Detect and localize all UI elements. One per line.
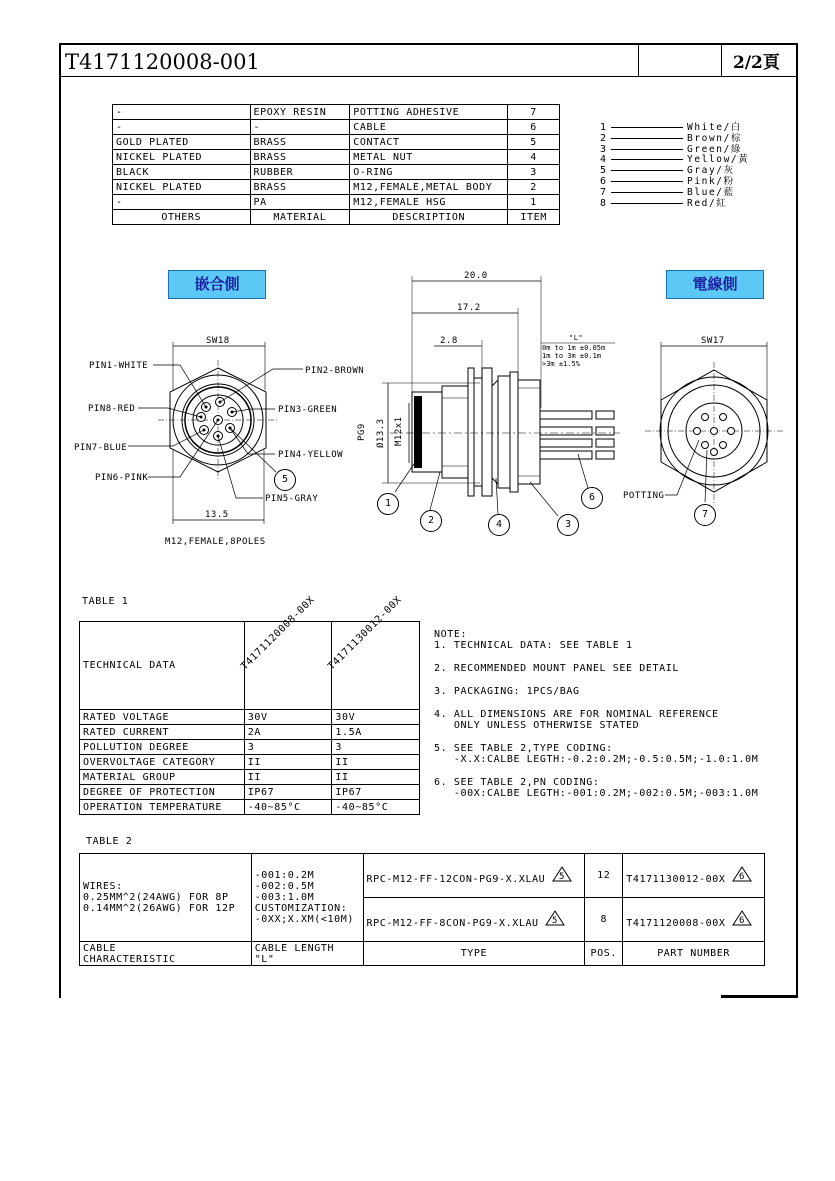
bom-material: RUBBER [250, 165, 350, 180]
bom-material: - [250, 120, 350, 135]
potting-label: POTTING [623, 491, 665, 501]
dim-pg9: PG9 [357, 423, 367, 441]
bom-item: 4 [508, 150, 560, 165]
note-5b: -X.X:CALBE LEGTH:-0.2:0.2M;-0.5:0.5M;-1.0:1.0M [434, 754, 759, 765]
wire-number: 6 [600, 176, 607, 187]
callout-6: 6 [581, 487, 603, 509]
wire-legend-row [596, 133, 786, 144]
title-divider [59, 76, 798, 77]
pin1-label: PIN1-WHITE [89, 361, 149, 371]
l-row-2: 1m to 3m ±0.1m [542, 352, 602, 360]
bom-material: BRASS [250, 150, 350, 165]
table1-name: OVERVOLTAGE CATEGORY [80, 755, 245, 770]
table1-value-a: -40~85°C [244, 800, 332, 815]
table1-row [80, 740, 420, 755]
pos-8p: 8 [585, 898, 623, 942]
type-12p-text: RPC-M12-FF-12CON-PG9-X.XLAU [366, 874, 546, 885]
table1-value-b: IP67 [332, 785, 420, 800]
bom-header-description: DESCRIPTION [350, 210, 508, 225]
bom-header-item: ITEM [508, 210, 560, 225]
note-6b: -00X:CALBE LEGTH:-001:0.2M;-002:0.5M;-003:1.0M [434, 788, 759, 799]
svg-text:5: 5 [552, 916, 559, 926]
table1-row [80, 785, 420, 800]
wires-line-1: WIRES: [83, 881, 123, 892]
table1-row [80, 725, 420, 740]
revision-triangle-icon [732, 918, 752, 929]
bom-others: NICKEL PLATED [113, 180, 251, 195]
length-line-3: -003:1.0M [254, 892, 315, 903]
bom-material: PA [250, 195, 350, 210]
revision-triangle-icon [732, 874, 752, 885]
table1-value-b: -40~85°C [332, 800, 420, 815]
bom-description: M12,FEMALE HSG [350, 195, 508, 210]
wire-color: Yellow/黃 [687, 154, 750, 166]
pn-8p-text: T4171120008-00X [626, 918, 726, 929]
page-number: 2/2頁 [733, 53, 780, 73]
table1-row [80, 755, 420, 770]
wire-legend-row [596, 165, 786, 176]
footer-pn: PART NUMBER [623, 942, 765, 966]
pn-12p [623, 854, 765, 898]
wire-color: Red/紅 [687, 197, 728, 209]
l-row-3: >3m ±1.5% [542, 360, 580, 368]
svg-text:5: 5 [558, 872, 565, 882]
table1-row [80, 770, 420, 785]
wire-legend-row [596, 154, 786, 165]
table1-value-b: 3 [332, 740, 420, 755]
title-sep-2 [721, 43, 722, 77]
wire-number: 8 [600, 197, 607, 209]
table1-value-b: 1.5A [332, 725, 420, 740]
revision-triangle-icon [552, 874, 572, 885]
wire-legend-row [596, 144, 786, 155]
bom-item: 2 [508, 180, 560, 195]
callout-1: 1 [377, 493, 399, 515]
table1-col2-text: T4171130012-00X [326, 594, 405, 673]
wire-color: White/白 [687, 122, 743, 133]
table1-value-b: II [332, 755, 420, 770]
footer-cable [80, 942, 252, 966]
wire-line [611, 138, 683, 139]
dim-total: 20.0 [464, 271, 488, 281]
wire-color-legend [596, 122, 786, 212]
bom-description: CONTACT [350, 135, 508, 150]
cable-side-label: 電線側 [666, 270, 764, 299]
length-line-2: -002:0.5M [254, 881, 315, 892]
pin3-label: PIN3-GREEN [278, 405, 338, 415]
wire-line [611, 181, 683, 182]
wire-line [611, 127, 683, 128]
wire-number: 7 [600, 186, 607, 198]
bom-row [113, 135, 560, 150]
frame-bottom-bar [721, 995, 798, 998]
table1-name: RATED CURRENT [80, 725, 245, 740]
type-8p [363, 898, 585, 942]
wire-line [611, 159, 683, 160]
bom-others: - [113, 195, 251, 210]
dim-m12: M12x1 [394, 416, 404, 446]
type-8p-text: RPC-M12-FF-8CON-PG9-X.XLAU [366, 918, 539, 929]
footer-cable-2: CHARACTERISTIC [83, 953, 176, 965]
bom-description: METAL NUT [350, 150, 508, 165]
title-sep-1 [638, 43, 639, 77]
callout-7: 7 [694, 504, 716, 526]
footer-length-1: CABLE LENGTH [254, 942, 335, 954]
note-4b: ONLY UNLESS OTHERWISE STATED [434, 720, 640, 731]
wire-line [611, 170, 683, 171]
pin2-label: PIN2-BROWN [305, 366, 365, 376]
l-title: "L" [569, 334, 584, 342]
wire-line [611, 203, 683, 204]
bom-row [113, 120, 560, 135]
table2-wires-cell [80, 854, 252, 942]
table1-name: POLLUTION DEGREE [80, 740, 245, 755]
table1-value-a: 30V [244, 710, 332, 725]
bom-header-row [113, 210, 560, 225]
table1-col1-header [238, 594, 332, 710]
bom-others: GOLD PLATED [113, 135, 251, 150]
dim-172: 17.2 [457, 303, 481, 313]
pin5-label: PIN5-GRAY [265, 494, 319, 504]
length-line-1: -001:0.2M [254, 870, 315, 881]
table2 [79, 853, 765, 966]
frame-left [59, 43, 61, 998]
bom-item: 3 [508, 165, 560, 180]
table1-row [80, 710, 420, 725]
front-view-drawing [68, 330, 368, 555]
wire-number: 5 [600, 165, 607, 177]
pin7-label: PIN7-BLUE [74, 443, 128, 453]
bom-table [112, 104, 560, 225]
bom-description: POTTING ADHESIVE [350, 105, 508, 120]
front-sw-dim: SW18 [206, 336, 230, 346]
svg-text:6: 6 [739, 872, 746, 882]
bom-others: BLACK [113, 165, 251, 180]
table1-value-b: 30V [332, 710, 420, 725]
table1-name: RATED VOLTAGE [80, 710, 245, 725]
wire-color: Green/綠 [687, 143, 743, 155]
bom-material: BRASS [250, 135, 350, 150]
wire-legend-row [596, 198, 786, 209]
wire-line [611, 192, 683, 193]
bom-description: M12,FEMALE,METAL BODY [350, 180, 508, 195]
footer-length-2: "L" [254, 953, 275, 965]
table1-label: TABLE 1 [82, 596, 129, 607]
table1-col1-text: T4171120008-00X [238, 594, 317, 673]
note-6a: 6. SEE TABLE 2,PN CODING: [434, 777, 600, 788]
l-row-1: 0m to 1m ±0.05m [542, 344, 606, 352]
pos-12p: 12 [585, 854, 623, 898]
bom-item: 1 [508, 195, 560, 210]
wires-line-3: 0.14MM^2(26AWG) FOR 12P [83, 903, 236, 914]
frame-top [59, 43, 798, 45]
callout-5: 5 [274, 469, 296, 491]
wire-number: 1 [600, 122, 607, 133]
bom-row [113, 105, 560, 120]
wire-color: Brown/棕 [687, 132, 743, 144]
bom-item: 5 [508, 135, 560, 150]
wire-legend-row [596, 187, 786, 198]
notes-title: NOTE: [434, 629, 468, 640]
bom-item: 7 [508, 105, 560, 120]
table1-name: MATERIAL GROUP [80, 770, 245, 785]
wire-number: 4 [600, 154, 607, 166]
footer-length [251, 942, 363, 966]
bom-material: BRASS [250, 180, 350, 195]
bom-others: - [113, 105, 251, 120]
note-2: 2. RECOMMENDED MOUNT PANEL SEE DETAIL [434, 663, 679, 674]
note-5a: 5. SEE TABLE 2,TYPE CODING: [434, 743, 613, 754]
note-4a: 4. ALL DIMENSIONS ARE FOR NOMINAL REFERENCE [434, 709, 719, 720]
dim-dia: Ø13.3 [376, 418, 386, 448]
table1-header: TECHNICAL DATA [80, 622, 245, 710]
bom-header-others: OTHERS [113, 210, 251, 225]
wire-legend-row [596, 176, 786, 187]
back-view-drawing [615, 330, 815, 530]
footer-type: TYPE [363, 942, 585, 966]
table1-value-a: II [244, 755, 332, 770]
back-sw-dim: SW17 [701, 336, 725, 346]
bom-row [113, 165, 560, 180]
table2-length-cell [251, 854, 363, 942]
bom-description: CABLE [350, 120, 508, 135]
length-line-4: CUSTOMIZATION: [254, 903, 348, 914]
bom-row [113, 180, 560, 195]
table1-value-a: IP67 [244, 785, 332, 800]
wire-color: Gray/灰 [687, 165, 735, 177]
wire-number: 3 [600, 143, 607, 155]
table1-name: OPERATION TEMPERATURE [80, 800, 245, 815]
footer-pos: POS. [585, 942, 623, 966]
bom-others: - [113, 120, 251, 135]
pn-12p-text: T4171130012-00X [626, 874, 726, 885]
front-width-dim: 13.5 [205, 510, 229, 520]
table1-row [80, 800, 420, 815]
bom-description: O-RING [350, 165, 508, 180]
wire-number: 2 [600, 132, 607, 144]
doc-number: T4171120008-001 [65, 50, 260, 74]
wire-line [611, 149, 683, 150]
table1-name: DEGREE OF PROTECTION [80, 785, 245, 800]
wire-color: Blue/藍 [687, 186, 735, 198]
bom-row [113, 195, 560, 210]
wire-legend-row [596, 122, 786, 133]
table1-value-a: 3 [244, 740, 332, 755]
callout-2: 2 [420, 510, 442, 532]
bom-item: 6 [508, 120, 560, 135]
footer-cable-1: CABLE [83, 942, 117, 954]
front-caption: M12,FEMALE,8POLES [165, 537, 266, 547]
pin6-label: PIN6-PINK [95, 473, 149, 483]
note-1: 1. TECHNICAL DATA: SEE TABLE 1 [434, 640, 633, 651]
bom-header-material: MATERIAL [250, 210, 350, 225]
table2-label: TABLE 2 [86, 836, 133, 847]
bom-row [113, 150, 560, 165]
callout-4: 4 [488, 514, 510, 536]
dim-28: 2.8 [440, 336, 458, 346]
note-3: 3. PACKAGING: 1PCS/BAG [434, 686, 580, 697]
length-line-5: -0XX;X.XM(<10M) [254, 914, 354, 925]
bom-others: NICKEL PLATED [113, 150, 251, 165]
svg-text:6: 6 [739, 916, 746, 926]
mating-side-label: 嵌合側 [168, 270, 266, 299]
callout-3: 3 [557, 514, 579, 536]
table1-value-a: 2A [244, 725, 332, 740]
table1-value-b: II [332, 770, 420, 785]
bom-material: EPOXY RESIN [250, 105, 350, 120]
revision-triangle-icon [545, 918, 565, 929]
pn-8p [623, 898, 765, 942]
wires-line-2: 0.25MM^2(24AWG) FOR 8P [83, 892, 229, 903]
type-12p [363, 854, 585, 898]
table1-value-a: II [244, 770, 332, 785]
table1-col2-header [326, 594, 420, 710]
pin4-label: PIN4-YELLOW [278, 450, 344, 460]
wire-color: Pink/粉 [687, 176, 735, 187]
pin8-label: PIN8-RED [88, 404, 136, 414]
